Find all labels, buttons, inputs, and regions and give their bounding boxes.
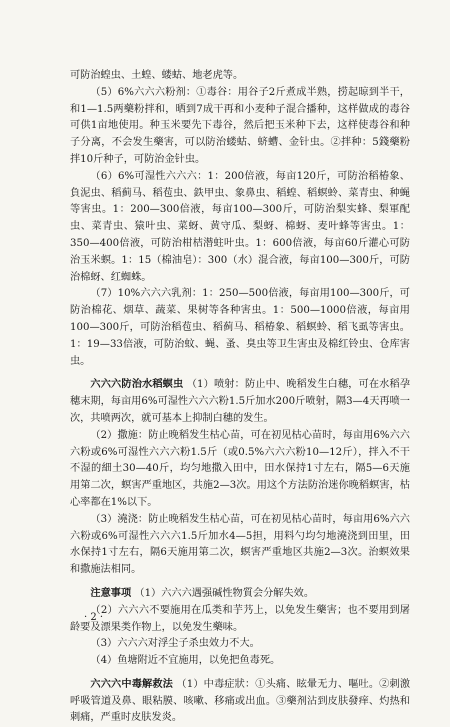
section-heading: 注意事项: [90, 586, 132, 599]
paragraph-text: （1）中毒症狀：①头痛、眩暈无力、嘔吐。②刺激呼吸管道及鼻、眼粘膜、咳嗽、移痛或出血。③藥剂沾到皮肤發痒、灼热和刺痛，严重时皮肤发炎。: [70, 678, 411, 724]
paragraph: （3）澆浇：防止晚稻发生枯心苗，可在初见枯心苗时，每亩用6%六六六粉或6%可湿性六六六1.5斤加水4—5担，用料勺均匀地澆浇到田里，田水保持1寸左右，隔6天施用第二次，螟害严重地区共施2—3次。治螟效果和撒施法相同。: [70, 513, 410, 576]
paragraph-text: （1）喷射：防止中、晚稻发生白穗，可在水稻孕穗末期，每亩用6%可湿性六六六粉1.5斤加水200斤喷射，隔3—4天再喷一次，共喷两次，就可基本上抑制白穗的发生。: [70, 379, 411, 424]
paragraph-text: （1）六六六遇强碱性物質会分解失效。: [131, 587, 315, 599]
paragraph: （6）6%可湿性六六六：1：200倍液，每亩120斤，可防治稻椿象、負泥虫、稻蓟马、稻苞虫、鉄甲虫、象鼻虫、稻蝗、稻螟蛉、菜青虫、种蝇等害虫。1：200—300倍液，每亩100—300斤，可防治梨实蜂、梨軍配虫、菜青虫、猿叶虫、菜蚜、黄守瓜、梨蚜、棉蚜、麦叶蜂等害虫。1：350—400倍液，可防治柑桔潜蛀叶虫。1：600倍液，每亩60斤灌心可防治玉米螟。1：15（棉油皂）：300（水）混合液，每亩100—300斤，可防治棉蚜、红蜘蛛。: [70, 170, 410, 283]
document-body: [70, 68, 410, 727]
section-heading: 六六六防治水稻螟虫: [90, 378, 184, 391]
paragraph: 可防治蝗虫、土蝗、蝼蛄、地老虎等。: [70, 70, 244, 81]
paragraph: （2）撒施：防止晚稻发生枯心苗，可在初见枯心苗时，每亩用6%六六六粉或6%可湿性六六六粉1.5斤（或0.5%六六六粉10—12斤），拌入不干不湿的細土30—40斤，均匀地撒入田中，田水保持1寸左右，隔5—6天施用第二次，螟害严重地区，共施2—3次。用这个方法防治迷你晚稻螟害，枯心率都在1%以下。: [70, 429, 410, 508]
paragraph: （7）10%六六六乳剂：1：250—500倍液，每亩用100—300斤，可防治棉花、烟草、蔬菜、果树等各种害虫。1：500—1000倍液，每亩用100—300斤，可防治稻苞虫、稻蓟马、稻椿象、稻螟蛉、稻飞虱等害虫。1：19—33倍液，可防治蚊、蝇、蚤、臭虫等卫生害虫及棉红铃虫、仓库害虫。: [70, 288, 410, 367]
paragraph: （4）鱼塘附近不宜施用，以免把鱼毒死。: [90, 655, 281, 667]
paragraph: [70, 676, 410, 727]
paragraph: （5）6%六六六粉剂：①毒谷：用谷子2斤煮成半熟，捞起晾到半干，和1—1.5两藥粉拌和，晒到7成干再和小麦种子混合播种，这样做成的毒谷可供1亩地使用。种玉米要先下毒谷，然后把玉米种下去，这样使毒谷和种子分离，不会发生藥害，可以防治蝼蛄、蛴螬、金针虫。②拌种：5錢藥粉拌10斤种子，可防治金针虫。: [70, 86, 410, 165]
section-heading: 六六六中毒解救法: [90, 677, 173, 690]
paragraph: （3）六六六对浮尘子杀虫效力不大。: [90, 638, 260, 650]
page-number: · 2 ·: [84, 612, 104, 623]
paragraph: [70, 585, 410, 603]
paragraph: （2）六六六不要施用在瓜类和芋艿上，以免发生藥害；也不要用到屠龄要及漂果类作物上，以免发生藥味。: [70, 604, 410, 633]
paragraph: [70, 376, 410, 427]
